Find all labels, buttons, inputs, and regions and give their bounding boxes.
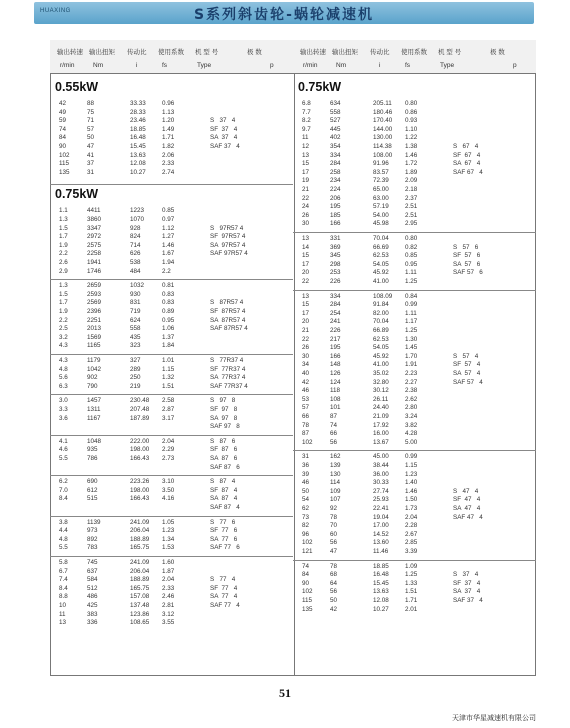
factor-values: 3.10 3.50 4.16: [162, 478, 175, 503]
speed-values: 3.8 4.4 4.8 5.5: [59, 518, 68, 552]
model-types: S 77 4 SF 77 4 SA 77 4 SAF 77 4: [210, 576, 240, 609]
ratio-values: 1032 930 831 719 624 558 435 323: [130, 282, 145, 350]
page-title: S系列斜齿轮-蜗轮减速机: [194, 7, 374, 23]
ratio-values: 223.26 198.00 166.43: [130, 478, 150, 503]
unit-factor: fs: [162, 62, 168, 69]
ratio-values: 108.09 91.84 82.00 70.04 66.89 62.53 54.05 45.92 41.00 35.02 32.80 30.12 26.11 24.40 21.09 17.92 16.00 13.67: [373, 292, 393, 446]
torque-values: 1179 1042 902 790: [87, 357, 102, 390]
group-divider: [293, 232, 536, 233]
model-types: S 97 8 SF 97 8 SA 97 8 SAF 97 8: [210, 397, 240, 431]
speed-values: 6.2 7.0 8.4: [59, 478, 68, 503]
header-factor: 使用系数: [158, 49, 184, 56]
data-group: [50, 207, 293, 276]
table-header: [293, 40, 536, 74]
torque-values: 1457 1311 1167: [87, 397, 102, 422]
model-types: S 87 6 SF 87 6 SA 87 6 SAF 87 6: [210, 437, 240, 471]
unit-torque: Nm: [93, 62, 104, 69]
speed-values: 42 49 59 74 84 90 102 115 135: [59, 100, 70, 176]
ratio-values: 327 289 250 219: [130, 357, 141, 390]
torque-values: 1139 973 892 783: [87, 518, 101, 552]
power-heading: 0.55kW: [55, 80, 99, 94]
power-heading: 0.75kW: [298, 80, 342, 94]
speed-values: 4.3 4.8 5.6 6.3: [59, 357, 68, 390]
header-banner: [34, 2, 534, 24]
data-group: [50, 100, 293, 177]
model-types: S 87 4 SF 87 4 SA 87 4 SAF 87 4: [210, 478, 240, 511]
factor-values: 2.58 2.87 3.17: [162, 397, 175, 422]
header-speed: 输出转速: [300, 49, 326, 56]
torque-values: 2659 2593 2569 2396 2251 2013 1569 1165: [87, 282, 102, 350]
page-number: 51: [279, 686, 291, 700]
group-divider: [293, 450, 536, 451]
group-divider: [50, 435, 293, 436]
table-header: [50, 40, 293, 74]
header-factor: 使用系数: [401, 49, 427, 56]
model-types: S 47 4 SF 47 4 SA 47 4 SAF 47 4: [453, 487, 483, 521]
ratio-values: 241.09 206.04 188.89 165.75: [130, 518, 150, 552]
ratio-values: 70.04 66.69 62.53 54.05 45.92 41.00: [373, 235, 389, 285]
ratio-values: 45.00 38.44 36.00 30.33 27.74 25.93 22.41 19.04 17.00 14.52 13.60 11.46: [373, 453, 389, 555]
data-group: [50, 559, 293, 628]
factor-values: 0.99 1.15 1.23 1.40 1.46 1.50 1.73 2.04 2.28 2.67 2.85 3.39: [405, 453, 418, 555]
header-torque: 输出扭矩: [89, 49, 115, 56]
left-column: [50, 40, 293, 676]
model-types: S 97R57 4 SF 97R57 4 SA 97R57 4 SAF 97R57 4: [210, 224, 248, 258]
torque-values: 690 612 515: [87, 478, 98, 503]
header-model: 机 型 号: [195, 49, 219, 56]
section-divider: [50, 184, 293, 185]
speed-values: 13 14 15 17 20 22: [302, 235, 310, 285]
torque-values: 4411 3860 3347 2972 2575 2258 1941 1746: [87, 207, 102, 275]
group-divider: [293, 560, 536, 561]
model-types: S 77R37 4 SF 77R37 4 SA 77R37 4 SAF 77R37 4: [210, 357, 248, 390]
data-group: [293, 293, 536, 448]
header-ratio: 传动比: [127, 49, 147, 56]
ratio-values: 33.33 28.33 23.46 18.85 16.48 15.45 13.63 12.08 10.27: [130, 100, 146, 176]
unit-ratio: i: [136, 62, 138, 69]
header-ratio: 传动比: [370, 49, 390, 56]
data-group: [293, 453, 536, 556]
torque-values: 634 558 527 445 402 354 334 284 258 234 224 206 195 185 166: [330, 100, 341, 228]
group-divider: [50, 394, 293, 395]
unit-torque: Nm: [336, 62, 347, 69]
ratio-values: 18.85 16.48 15.45 13.63 12.08 10.27: [373, 562, 389, 613]
torque-values: 334 284 254 241 226 217 195 166 148 126 124 118 108 101 87 74 66 56: [330, 292, 341, 446]
factor-values: 1.60 1.87 2.04 2.33 2.46 2.81 3.12 3.55: [162, 559, 175, 627]
speed-values: 6.8 7.7 8.2 9.7 11 12 13 15 17 19 21 22 24 26 30: [302, 100, 311, 228]
data-group: [50, 282, 293, 351]
model-types: S 87R57 4 SF 87R57 4 SA 87R57 4 SAF 87R57 4: [210, 299, 248, 333]
torque-values: 745 637 584 512 486 425 383 336: [87, 559, 98, 627]
speed-values: 1.3 1.5 1.7 1.9 2.2 2.5 3.2 4.3: [59, 282, 68, 350]
factor-values: 1.09 1.25 1.33 1.51 1.71 2.01: [405, 562, 418, 613]
speed-values: 5.8 6.7 7.4 8.4 8.8 10 11 13: [59, 559, 68, 627]
torque-values: 88 75 71 57 50 47 41 37 31: [87, 100, 95, 176]
group-divider: [50, 279, 293, 280]
ratio-values: 1223 1070 928 824 714 626 538 484: [130, 207, 145, 275]
power-heading: 0.75kW: [55, 187, 99, 202]
factor-values: 0.96 1.13 1.20 1.49 1.71 1.82 2.06 2.33 2.74: [162, 100, 175, 176]
header-speed: 输出转速: [57, 49, 83, 56]
factor-values: 0.81 0.83 0.83 0.89 0.95 1.06 1.37 1.84: [162, 282, 175, 350]
right-column: [293, 40, 536, 676]
group-divider: [50, 475, 293, 476]
speed-values: 13 15 17 20 21 22 26 30 34 40 42 46 53 57 66 78 87 102: [302, 292, 313, 446]
factor-values: 0.84 0.99 1.11 1.17 1.25 1.30 1.45 1.70 1.91 2.23 2.27 2.38 2.62 2.80 3.24 3.82 4.28 5.00: [405, 292, 418, 446]
torque-values: 162 139 130 114 109 107 92 78 70 60 56 47: [330, 453, 341, 555]
header-torque: 输出扭矩: [332, 49, 358, 56]
speed-values: 4.1 4.6 5.5: [59, 437, 68, 462]
factor-values: 0.80 0.86 0.93 1.10 1.22 1.38 1.46 1.72 1.89 2.09 2.18 2.37 2.51 2.51 2.95: [405, 100, 418, 228]
unit-factor: fs: [405, 62, 411, 69]
model-types: S 37 4 SF 37 4 SA 37 4 SAF 37 4: [453, 571, 483, 604]
company-name: 天津市华星减速机有限公司: [452, 714, 536, 722]
speed-values: 1.1 1.3 1.5 1.7 1.9 2.2 2.6 2.9: [59, 207, 68, 275]
data-group: [293, 563, 536, 615]
header-pole: 极 数: [247, 49, 262, 56]
ratio-values: 241.09 206.04 188.89 165.75 157.08 137.48 123.86 108.65: [130, 559, 150, 627]
ratio-values: 205.11 180.46 170.40 144.00 130.00 114.38 108.00 91.96 83.57 72.39 65.00 63.00 57.19 54.00 45.98: [373, 100, 393, 228]
group-divider: [50, 556, 293, 557]
torque-values: 1048 935 786: [87, 437, 102, 462]
data-group: [293, 235, 536, 287]
header-pole: 极 数: [490, 49, 505, 56]
speed-values: 31 36 39 46 50 54 62 73 82 96 102 121: [302, 453, 313, 555]
model-types: S 67 4 SF 67 4 SA 67 4 SAF 67 4: [453, 143, 483, 176]
unit-type: Type: [440, 62, 455, 69]
unit-speed: r/min: [303, 62, 318, 69]
group-divider: [50, 354, 293, 355]
model-types: S 77 6 SF 77 6 SA 77 6 SAF 77 6: [210, 518, 240, 552]
model-types: S 57 4 SF 57 4 SA 57 4 SAF 57 4: [453, 352, 483, 386]
data-group: [293, 100, 536, 229]
model-types: S 57 6 SF 57 6 SA 57 6 SAF 57 6: [453, 243, 483, 277]
ratio-values: 222.00 198.00 166.43: [130, 437, 150, 462]
brand-logo: HUAXING: [40, 8, 71, 14]
unit-pole: p: [513, 62, 517, 69]
factor-values: 1.01 1.15 1.32 1.51: [162, 357, 175, 390]
group-divider: [50, 516, 293, 517]
group-divider: [293, 290, 536, 291]
factor-values: 1.05 1.23 1.34 1.53: [162, 518, 175, 552]
unit-ratio: i: [379, 62, 381, 69]
model-types: S 37 4 SF 37 4 SA 37 4 SAF 37 4: [210, 117, 240, 150]
torque-values: 331 369 345 298 253 226: [330, 235, 341, 285]
factor-values: 2.04 2.29 2.73: [162, 437, 175, 462]
ratio-values: 230.48 207.48 187.89: [130, 397, 150, 422]
header-model: 机 型 号: [438, 49, 462, 56]
unit-type: Type: [197, 62, 212, 69]
unit-speed: r/min: [60, 62, 75, 69]
factor-values: 0.85 0.97 1.12 1.27 1.46 1.67 1.94 2.2: [162, 207, 175, 275]
speed-values: 3.0 3.3 3.6: [59, 397, 68, 422]
torque-values: 78 68 64 56 50 42: [330, 562, 338, 613]
speed-values: 74 84 90 102 115 135: [302, 562, 313, 613]
unit-pole: p: [270, 62, 274, 69]
factor-values: 0.80 0.82 0.85 0.95 1.11 1.25: [405, 235, 418, 285]
